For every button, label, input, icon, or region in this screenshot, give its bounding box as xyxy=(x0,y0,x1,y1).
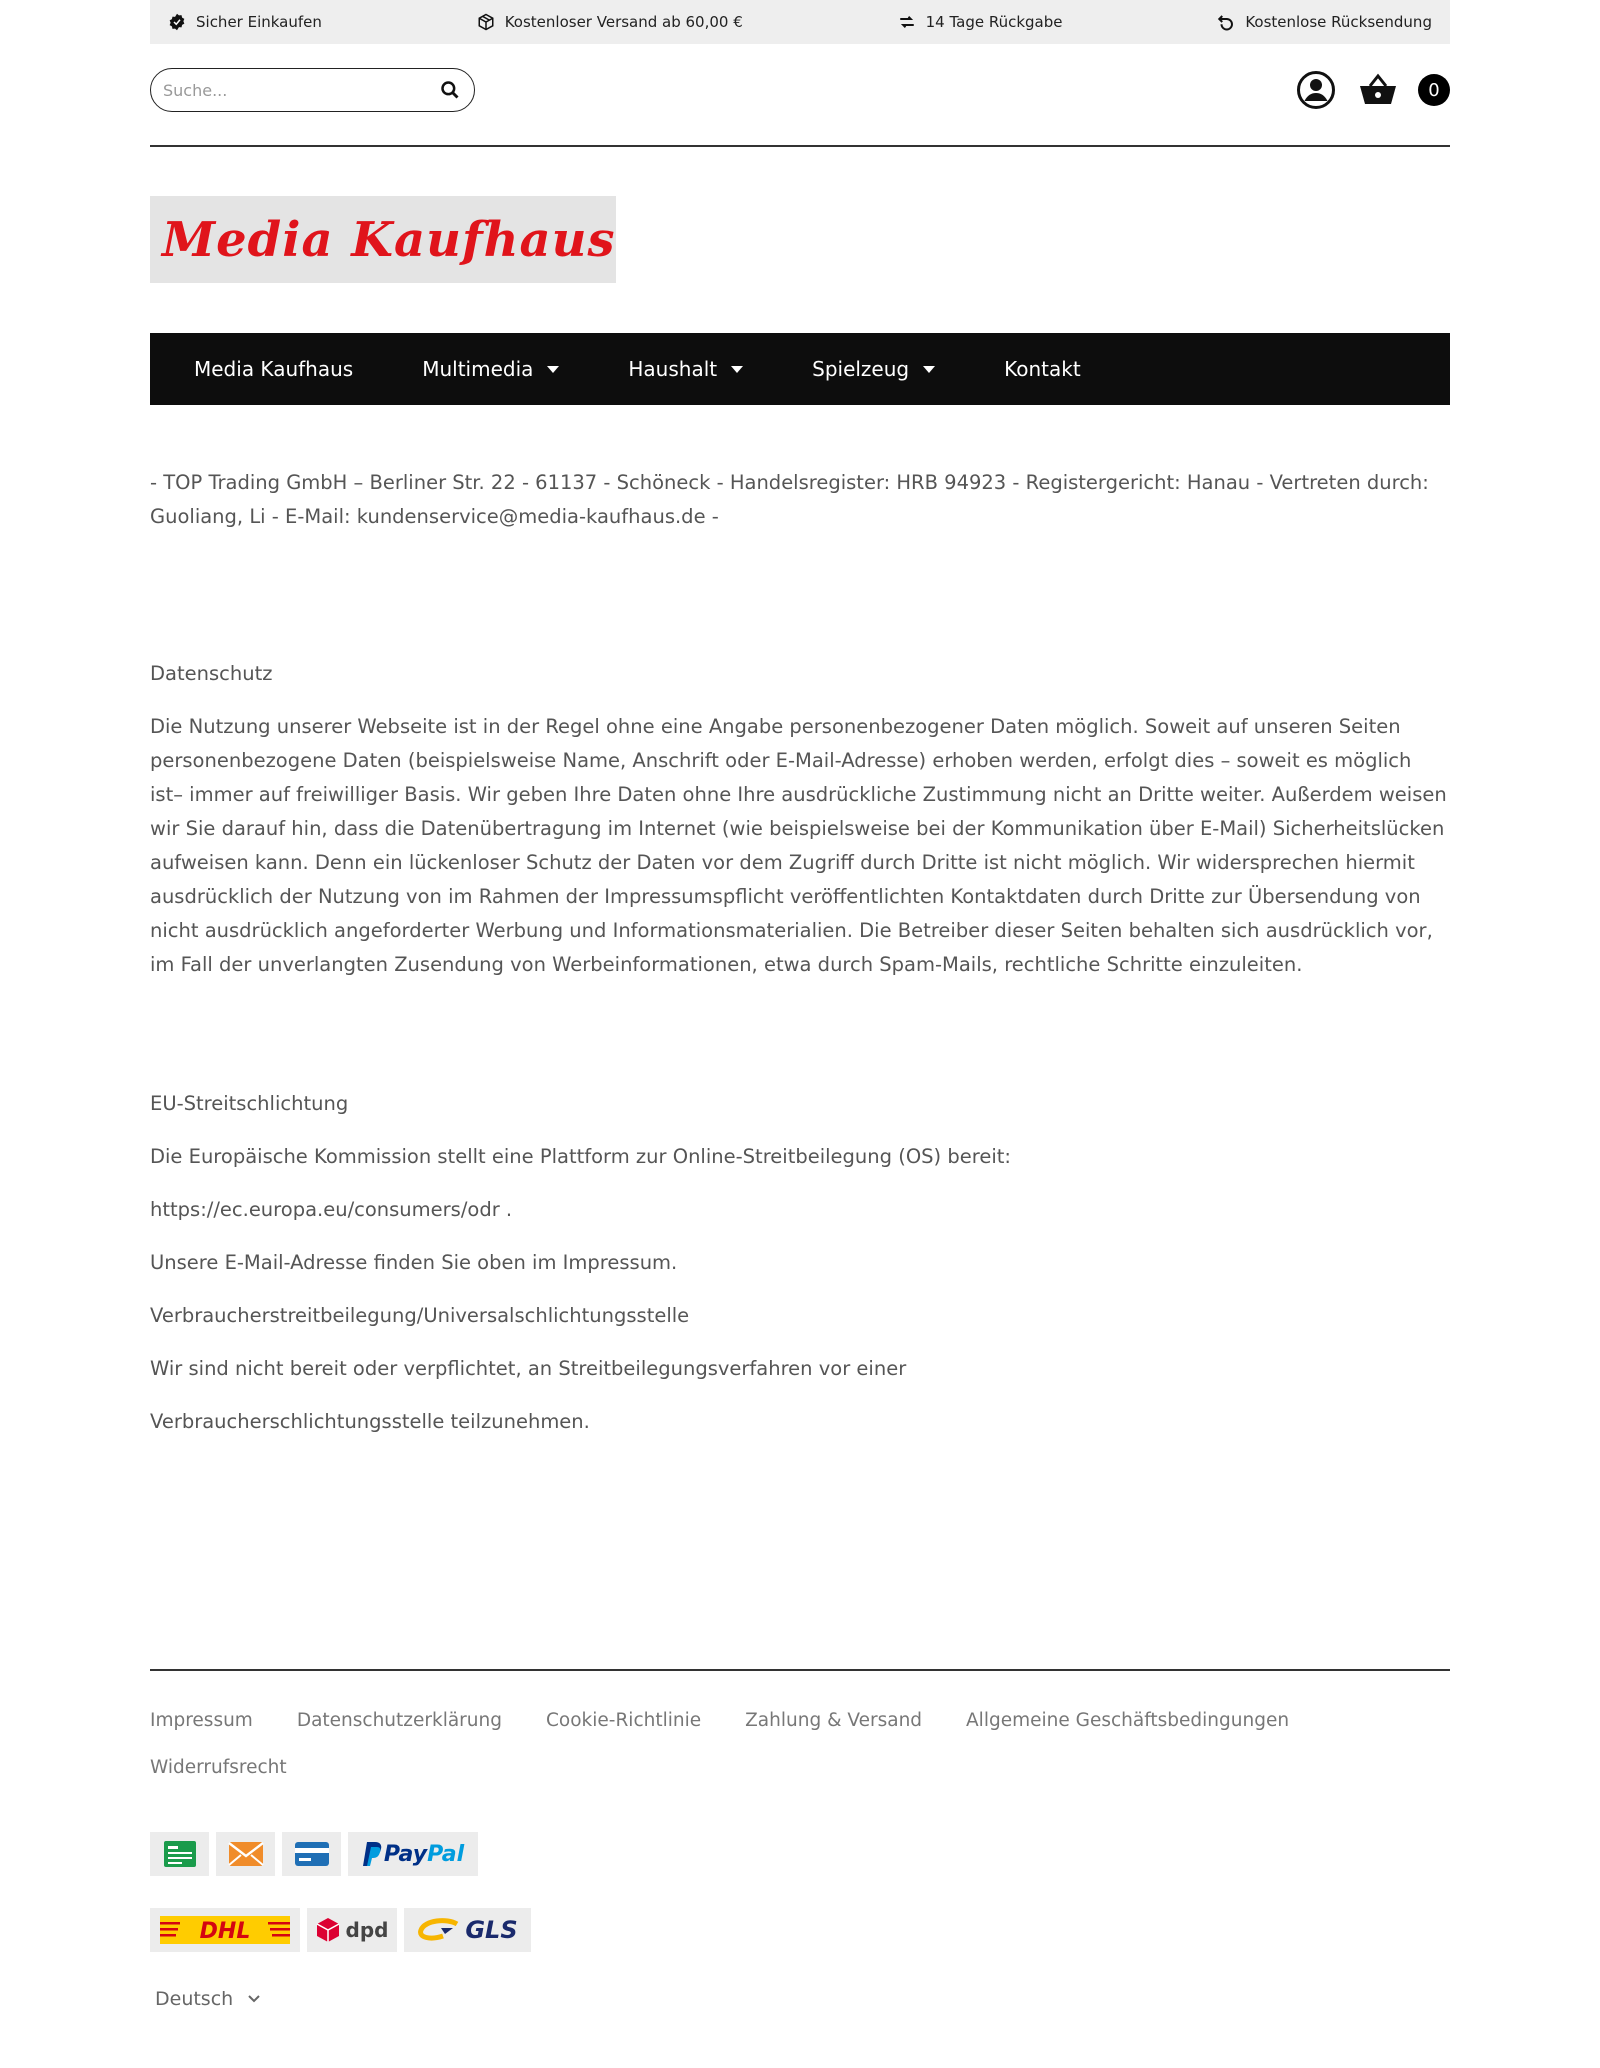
usp-bar xyxy=(150,0,1450,44)
usp-free-return xyxy=(1217,13,1432,31)
caret-down-icon xyxy=(547,366,559,373)
dpd-cube-icon xyxy=(316,1917,340,1943)
usp-shipping xyxy=(477,13,743,31)
nav-item-label: Kontakt xyxy=(1004,357,1081,381)
paypal-badge xyxy=(348,1832,478,1876)
dhl-text: DHL xyxy=(199,1919,251,1944)
caret-down-icon xyxy=(923,366,935,373)
footer-link-withdrawal[interactable]: Widerrufsrecht xyxy=(150,1757,287,1778)
gls-badge xyxy=(404,1908,531,1952)
footer-link-terms[interactable]: Allgemeine Geschäftsbedingungen xyxy=(966,1710,1290,1731)
search-button[interactable] xyxy=(438,78,462,102)
nav-item-media-kaufhaus[interactable] xyxy=(194,357,353,381)
dpd-badge xyxy=(307,1908,397,1952)
footer-link-impressum[interactable]: Impressum xyxy=(150,1710,253,1731)
logo-text: Media Kaufhaus xyxy=(162,211,616,268)
usp-secure xyxy=(168,13,322,31)
search-icon xyxy=(440,80,460,100)
user-icon xyxy=(1296,70,1336,110)
shipping-methods xyxy=(150,1908,1450,1952)
language-label: Deutsch xyxy=(155,1988,234,2010)
cart-count-badge[interactable]: 0 xyxy=(1418,74,1450,106)
invoice-icon xyxy=(163,1840,197,1868)
credit-card-badge xyxy=(282,1832,341,1876)
paypal-icon xyxy=(362,1841,384,1867)
nav-item-label: Spielzeug xyxy=(812,357,910,381)
nav-item-label: Multimedia xyxy=(422,357,534,381)
return-arrow-icon xyxy=(1217,13,1235,31)
usp-label: Sicher Einkaufen xyxy=(196,13,322,31)
usp-label: Kostenloser Versand ab 60,00 € xyxy=(504,13,743,31)
usp-return-days xyxy=(898,13,1063,31)
gls-text: GLS xyxy=(465,1916,518,1944)
gls-swoosh-icon xyxy=(417,1918,461,1942)
dpd-text: dpd xyxy=(345,1918,389,1942)
footer-link-cookies[interactable]: Cookie-Richtlinie xyxy=(545,1710,702,1731)
chevron-down-icon xyxy=(247,1994,261,2004)
paypal-text-pal: Pal xyxy=(427,1841,465,1867)
eu-dispute-text: Unsere E-Mail-Adresse finden Sie oben im Impressum. xyxy=(150,1251,678,1274)
search-input[interactable] xyxy=(163,81,438,100)
language-selector[interactable] xyxy=(155,1988,1455,2010)
eu-dispute-heading: EU-Streitschlichtung xyxy=(150,1092,349,1115)
exchange-arrows-icon xyxy=(898,13,916,31)
footer-divider xyxy=(150,1669,1450,1671)
search-box xyxy=(150,68,475,112)
dhl-badge xyxy=(150,1908,300,1952)
eu-dispute-text: Verbraucherstreitbeilegung/Universalschlichtungsstelle xyxy=(150,1304,690,1327)
privacy-text: Die Nutzung unserer Webseite ist in der Regel ohne eine Angabe personenbezogener Daten möglich. Soweit auf unseren Seiten personenbezogene Daten (beispielsweise Name, Anschrift oder E-Mail-Adresse) erhoben werden, erfolgt dies – soweit es möglich ist– immer auf freiwilliger Basis. Wir geben Ihre Daten ohne Ihre ausdrückliche Zustimmung nicht an Dritte weiter. Außerdem weisen wir Sie darauf hin, dass die Datenübertragung im Internet (wie beispielsweise bei der Kommunikation über E-Mail) Sicherheitslücken aufweisen kann. Denn ein lückenloser Schutz der Daten vor dem Zugriff durch Dritte ist nicht möglich. Wir widersprechen hiermit ausdrücklich der Nutzung von im Rahmen der Impressumspflicht veröffentlichten Kontaktdaten durch Dritte zur Übersendung von nicht ausdrücklich angeforderter Werbung und Informationsmaterialien. Die Betreiber dieser Seiten behalten sich ausdrücklich vor, im Fall der unverlangten Zusendung von Werbeinformationen, etwa durch Spam-Mails, rechtliche Schritte einzuleiten. xyxy=(150,715,1447,976)
usp-label: Kostenlose Rücksendung xyxy=(1245,13,1432,31)
envelope-icon xyxy=(228,1841,264,1867)
company-address: - TOP Trading GmbH – Berliner Str. 22 - 61137 - Schöneck - Handelsregister: HRB 94923 - Registergericht: Hanau - Vertreten durch: Guoliang, Li - E-Mail: kundenservice@media-kaufhaus.de - xyxy=(150,471,1429,528)
nav-item-kontakt[interactable] xyxy=(1004,357,1081,381)
package-icon xyxy=(477,13,495,31)
footer-link-payment-shipping[interactable]: Zahlung & Versand xyxy=(745,1710,923,1731)
footer-links xyxy=(150,1710,1450,1778)
nav-item-label: Haushalt xyxy=(628,357,718,381)
odr-link[interactable]: https://ec.europa.eu/consumers/odr . xyxy=(150,1198,513,1221)
nav-item-multimedia[interactable] xyxy=(422,357,559,381)
caret-down-icon xyxy=(731,366,743,373)
account-button[interactable] xyxy=(1296,70,1336,110)
invoice-badge xyxy=(150,1832,209,1876)
basket-icon xyxy=(1358,70,1398,110)
prepayment-badge xyxy=(216,1832,275,1876)
header xyxy=(150,68,1450,116)
eu-dispute-text: Verbraucherschlichtungsstelle teilzunehmen. xyxy=(150,1410,590,1433)
site-logo[interactable] xyxy=(150,196,616,283)
nav-item-spielzeug[interactable] xyxy=(812,357,935,381)
usp-label: 14 Tage Rückgabe xyxy=(925,13,1063,31)
paypal-text-pay: Pay xyxy=(383,1841,428,1867)
cart-button[interactable] xyxy=(1358,70,1398,110)
nav-item-label: Media Kaufhaus xyxy=(194,357,354,381)
payment-methods xyxy=(150,1832,1450,1876)
footer-link-privacy[interactable]: Datenschutzerklärung xyxy=(296,1710,502,1731)
eu-dispute-text: Die Europäische Kommission stellt eine Plattform zur Online-Streitbeilegung (OS) bereit: xyxy=(150,1145,1011,1168)
nav-item-haushalt[interactable] xyxy=(628,357,743,381)
privacy-heading: Datenschutz xyxy=(150,662,273,685)
dhl-logo-icon xyxy=(160,1916,290,1944)
main-nav xyxy=(150,333,1450,405)
header-icons xyxy=(1296,70,1450,110)
eu-dispute-text: Wir sind nicht bereit oder verpflichtet, an Streitbeilegungsverfahren vor einer xyxy=(150,1357,907,1380)
shield-check-icon xyxy=(168,13,186,31)
credit-card-icon xyxy=(294,1841,330,1867)
header-divider xyxy=(150,145,1450,147)
